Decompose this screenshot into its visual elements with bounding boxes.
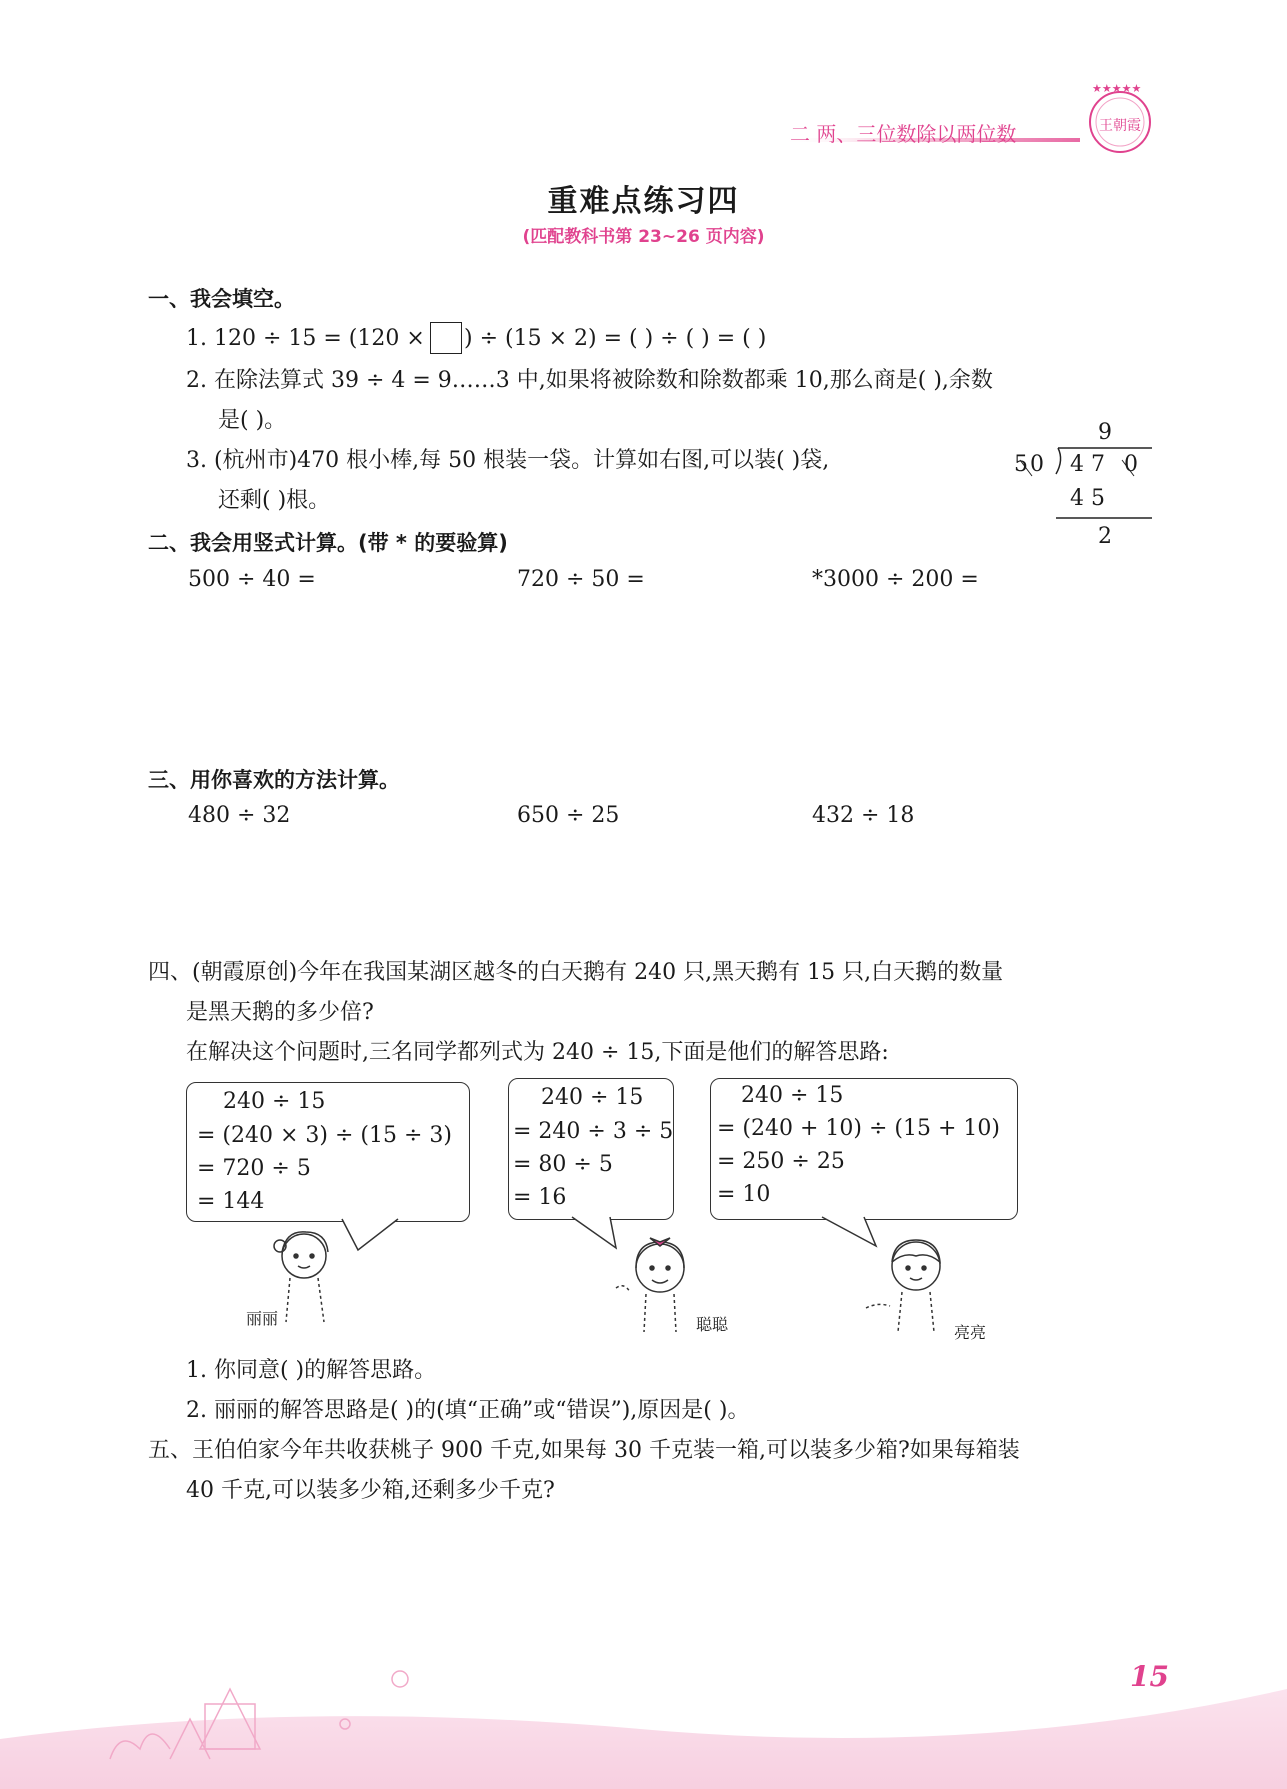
bubble1-line2: = (240 × 3) ÷ (15 ÷ 3) — [197, 1123, 452, 1148]
bubble2-line2: = 240 ÷ 3 ÷ 5 — [513, 1119, 674, 1144]
bottom-wave-decoration — [0, 1589, 1287, 1789]
section4-line3: 在解决这个问题时,三名同学都列式为 240 ÷ 15,下面是他们的解答思路: — [186, 1040, 889, 1065]
division-divisor: 5 — [1014, 452, 1028, 477]
division-dividend: 4 7 — [1070, 452, 1105, 477]
bubble2-line4: = 16 — [513, 1185, 567, 1210]
q2-text-a: 2. 在除法算式 39 ÷ 4 = 9……3 中,如果将被除数和除数都乘 10,那么商是( ),余数 — [186, 368, 993, 393]
section4-q2: 2. 丽丽的解答思路是( )的(填“正确”或“错误”),原因是( )。 — [186, 1398, 750, 1423]
bubble1-line4: = 144 — [197, 1189, 265, 1214]
calc-1: 480 ÷ 32 — [188, 803, 291, 828]
section3-heading: 三、用你喜欢的方法计算。 — [148, 768, 400, 792]
page-subtitle: (匹配教科书第 23~26 页内容) — [522, 227, 765, 247]
division-remainder: 2 — [1098, 524, 1112, 549]
page-title: 重难点练习四 — [547, 184, 740, 219]
division-product: 4 5 — [1070, 486, 1105, 511]
bubble3-line3: = 250 ÷ 25 — [717, 1149, 845, 1174]
section5-line1: 五、王伯伯家今年共收获桃子 900 千克,如果每 30 千克装一箱,可以装多少箱?如果每箱装 — [148, 1438, 1020, 1463]
speech-bubble-congcong — [508, 1078, 674, 1220]
logo-text: 王朝霞 — [1099, 118, 1141, 134]
bubble2-line1: 240 ÷ 15 — [541, 1085, 644, 1110]
section5-line2: 40 千克,可以装多少箱,还剩多少千克? — [186, 1478, 555, 1503]
svg-text:★★★★★: ★★★★★ — [1092, 82, 1142, 95]
bubble3-line4: = 10 — [717, 1182, 771, 1207]
section4-line1: 四、(朝霞原创)今年在我国某湖区越冬的白天鹅有 240 只,黑天鹅有 15 只,白天鹅的数量 — [148, 960, 1004, 985]
name-liangliang: 亮亮 — [954, 1323, 987, 1342]
section4-q1: 1. 你同意( )的解答思路。 — [186, 1358, 437, 1383]
section2-heading: 二、我会用竖式计算。(带 * 的要验算) — [148, 531, 508, 555]
girl-congcong-illustration — [610, 1228, 700, 1334]
boy-liangliang-illustration — [864, 1226, 960, 1336]
chapter-title: 二 两、三位数除以两位数 — [790, 122, 1017, 146]
section4-line2: 是黑天鹅的多少倍? — [186, 1000, 374, 1025]
name-lili: 丽丽 — [246, 1309, 279, 1328]
q1-text-a: 1. 120 ÷ 15 = (120 × — [186, 326, 425, 351]
bubble2-line3: = 80 ÷ 5 — [513, 1152, 613, 1177]
bubble1-tail — [340, 1218, 400, 1252]
calc-2: 650 ÷ 25 — [517, 803, 620, 828]
q1-answer-box[interactable] — [430, 322, 462, 354]
long-division-figure — [1000, 418, 1160, 558]
bubble1-line1: 240 ÷ 15 — [223, 1089, 326, 1114]
calc-3: 432 ÷ 18 — [812, 803, 915, 828]
bubble1-line3: = 720 ÷ 5 — [197, 1156, 311, 1181]
q2-text-b: 是( )。 — [218, 408, 287, 433]
q3-text-b: 还剩( )根。 — [218, 488, 331, 513]
q3-text-a: 3. (杭州市)470 根小棒,每 50 根装一袋。计算如右图,可以装( )袋, — [186, 448, 830, 473]
q1-text-b: ) ÷ (15 × 2) = ( ) ÷ ( ) = ( ) — [464, 326, 767, 351]
division-divisor-zero: 0 — [1030, 452, 1044, 477]
name-congcong: 聪聪 — [696, 1315, 729, 1334]
brand-logo — [1080, 78, 1160, 158]
division-quotient: 9 — [1098, 420, 1112, 445]
vertical-calc-1: 500 ÷ 40 = — [188, 567, 316, 592]
speech-bubble-lili — [186, 1082, 470, 1222]
page-number: 15 — [1130, 1660, 1169, 1693]
division-dividend-zero: 0 — [1124, 452, 1138, 477]
bubble3-line2: = (240 + 10) ÷ (15 + 10) — [717, 1116, 1000, 1141]
bubble3-line1: 240 ÷ 15 — [741, 1083, 844, 1108]
vertical-calc-2: 720 ÷ 50 = — [517, 567, 645, 592]
section1-heading: 一、我会填空。 — [148, 287, 295, 311]
speech-bubble-liangliang — [710, 1078, 1018, 1220]
vertical-calc-3: *3000 ÷ 200 = — [812, 567, 979, 592]
